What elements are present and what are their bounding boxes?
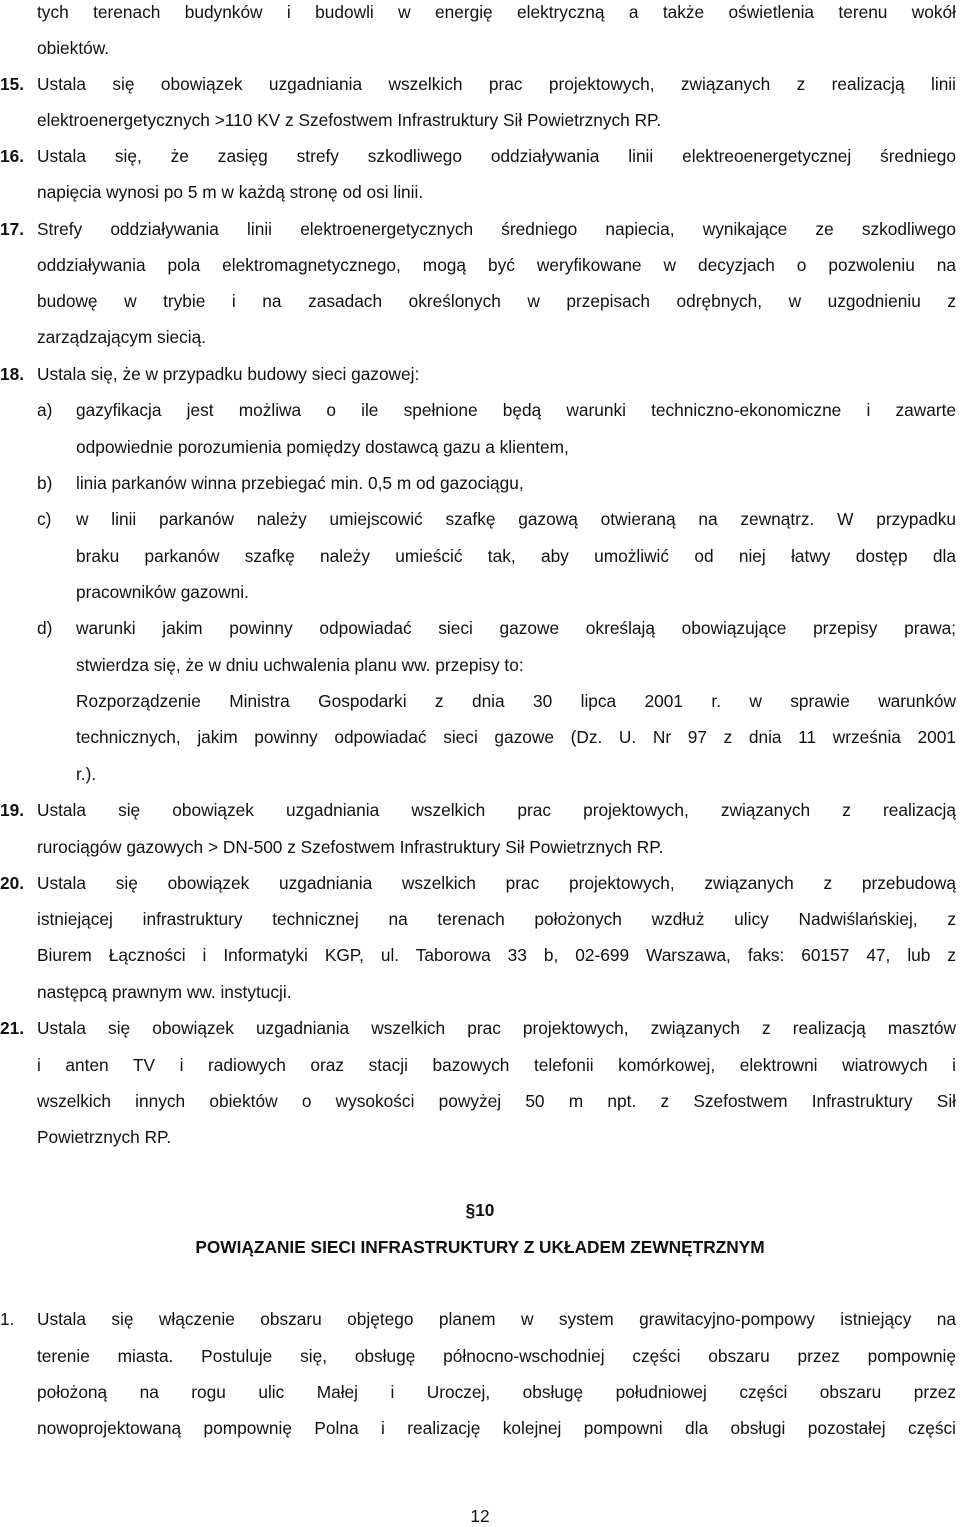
text-line: linia parkanów winna przebiegać min. 0,5 m od gazociągu, — [76, 473, 524, 493]
text-line: Biurem Łączności i Informatyki KGP, ul. Taborowa 33 b, 02-699 Warszawa, faks: 60157 47, lub z — [37, 945, 956, 965]
text-line: budowę w trybie i na zasadach określonych w przepisach odrębnych, w uzgodnieniu z — [37, 291, 956, 311]
list-marker: b) — [37, 473, 53, 493]
text-line: warunki jakim powinny odpowiadać sieci gazowe określają obowiązujące przepisy prawa; — [76, 618, 956, 638]
text-line: obiektów. — [37, 38, 110, 58]
text-line: Ustala się obowiązek uzgadniania wszelkich prac projektowych, związanych z realizacją — [37, 800, 956, 820]
text-line: zarządzającym siecią. — [37, 327, 207, 347]
text-line: położoną na rogu ulic Małej i Uroczej, obsługę południowej części obszaru przez — [37, 1382, 956, 1402]
list-marker: a) — [37, 400, 53, 420]
text-line: Powietrznych RP. — [37, 1127, 172, 1147]
paragraph-number: 20. — [0, 873, 25, 893]
text-line: rurociągów gazowych > DN-500 z Szefostwem Infrastruktury Sił Powietrznych RP. — [37, 837, 664, 857]
text-line: gazyfikacja jest możliwa o ile spełnione będą warunki techniczno-ekonomiczne i zawarte — [76, 400, 956, 420]
text-line: i anten TV i radiowych oraz stacji bazowych telefonii komórkowej, elektrowni wiatrowych i — [37, 1055, 956, 1075]
paragraph-number: 18. — [0, 364, 25, 384]
text-line: braku parkanów szafkę należy umieścić tak, aby umożliwić od niej łatwy dostęp dla — [76, 546, 956, 566]
paragraph-number: 19. — [0, 800, 25, 820]
text-line: wszelkich innych obiektów o wysokości powyżej 50 m npt. z Szefostwem Infrastruktury Sił — [37, 1091, 956, 1111]
list-marker: c) — [37, 509, 52, 529]
text-line: Ustala się obowiązek uzgadniania wszelkich prac projektowych, związanych z realizacją masztów — [37, 1018, 956, 1038]
text-line: Ustala się, że zasięg strefy szkodliwego oddziaływania linii elektreoenergetycznej średniego — [37, 146, 956, 166]
text-line: w linii parkanów należy umiejscowić szafkę gazową otwieraną na zewnątrz. W przypadku — [76, 509, 956, 529]
text-line: napięcia wynosi po 5 m w każdą stronę od osi linii. — [37, 182, 424, 202]
text-line: istniejącej infrastruktury technicznej na terenach położonych wzdłuż ulicy Nadwiślańskiej, z — [37, 909, 956, 929]
section-title: POWIĄZANIE SIECI INFRASTRUKTURY Z UKŁADEM ZEWNĘTRZNYM — [195, 1237, 765, 1257]
text-line: Ustala się włączenie obszaru objętego planem w system grawitacyjno-pompowy istniejący na — [37, 1309, 956, 1329]
text-line: Ustala się, że w przypadku budowy sieci gazowej: — [37, 364, 420, 384]
paragraph-number: 16. — [0, 146, 25, 166]
text-line: Ustala się obowiązek uzgadniania wszelkich prac projektowych, związanych z przebudową — [37, 873, 956, 893]
page-number: 12 — [470, 1506, 490, 1526]
text-line: stwierdza się, że w dniu uchwalenia planu ww. przepisy to: — [76, 655, 524, 675]
text-line: następcą prawnym ww. instytucji. — [37, 982, 292, 1002]
paragraph-number: 1. — [0, 1309, 15, 1329]
text-line: Strefy oddziaływania linii elektroenergetycznych średniego napiecia, wynikające ze szkodliwego — [37, 219, 956, 239]
paragraph-number: 15. — [0, 74, 25, 94]
paragraph-number: 21. — [0, 1018, 25, 1038]
text-line: pracowników gazowni. — [76, 582, 249, 602]
text-line: nowoprojektowaną pompownię Polna i realizację kolejnej pompowni dla obsługi pozostałej części — [37, 1418, 956, 1438]
text-line: technicznych, jakim powinny odpowiadać sieci gazowe (Dz. U. Nr 97 z dnia 11 września 2001 — [76, 727, 956, 747]
list-marker: d) — [37, 618, 53, 638]
text-line: elektroenergetycznych >110 KV z Szefostwem Infrastruktury Sił Powietrznych RP. — [37, 110, 662, 130]
text-line: Ustala się obowiązek uzgadniania wszelkich prac projektowych, związanych z realizacją linii — [37, 74, 956, 94]
text-line: Rozporządzenie Ministra Gospodarki z dnia 30 lipca 2001 r. w sprawie warunków — [76, 691, 956, 711]
text-line: odpowiednie porozumienia pomiędzy dostawcą gazu a klientem, — [76, 437, 569, 457]
text-line: r.). — [76, 764, 97, 784]
text-line: oddziaływania pola elektromagnetycznego, mogą być weryfikowane w decyzjach o pozwoleniu na — [37, 255, 956, 275]
text-line: tych terenach budynków i budowli w energię elektryczną a także oświetlenia terenu wokół — [37, 2, 956, 22]
text-line: terenie miasta. Postuluje się, obsługę północno-wschodniej części obszaru przez pompownię — [37, 1346, 956, 1366]
section-number: §10 — [465, 1200, 495, 1220]
paragraph-number: 17. — [0, 219, 25, 239]
